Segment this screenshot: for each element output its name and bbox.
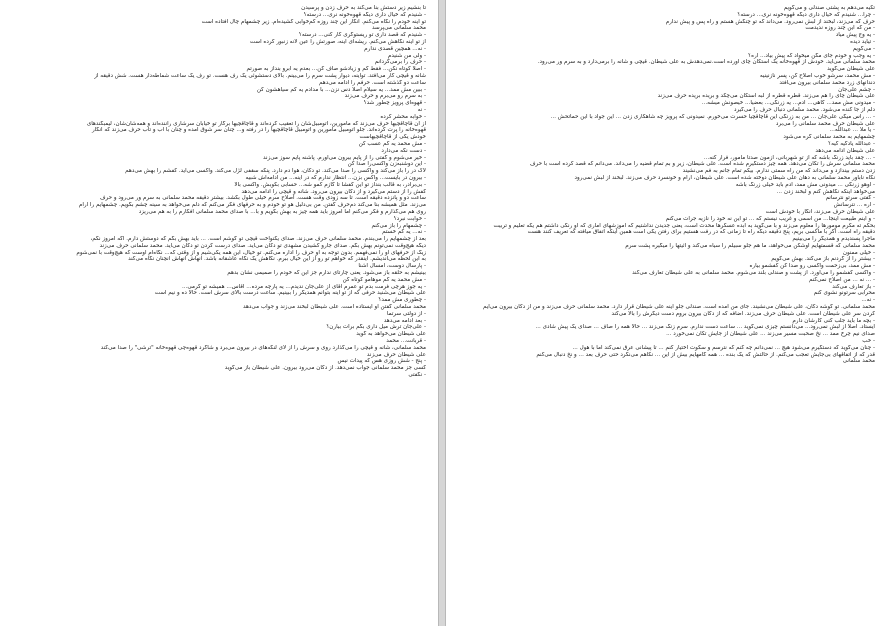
text-line: - واکسی کفشمو را می‌آورد. از پشت و صندلی بلند می‌شوم. محمد سلمانی به علی شیطان تعارف می‌کند [632, 270, 875, 277]
text-line: تکیه می‌دهم به پشتی صندلی و می‌گویم [783, 5, 875, 11]
text-line: علی شیطان می‌گوید [827, 66, 875, 73]
text-line: نگاه ناباور محمد سلمانی به دهان علی شیطان دوخته شده است. علی شیطان، آرام و خونسرد حرف می‌زند. لبخند از لبش نمی‌رود [574, 174, 875, 181]
text-line: - میدونی مش ممد... کاهی... آدم... یه زرنگی... بعضیا... خیصونش میشه... [701, 100, 875, 107]
text-line: - به سرم رو می‌برم و حرف می‌زند [344, 93, 426, 100]
text-line: ساعت دو و پانزده دقیقه است. تا سه زودی وقت هست. اصلاح سرم خیلی طول بکشد. بیشتر دقیقه محمد سلمانی به سرم ور می‌رود و حرف [99, 195, 426, 202]
text-line: - یه وج پیش میاد [835, 32, 875, 39]
page-text-left [14, 5, 426, 379]
text-line: دلم از جا کنده می‌شود. محمد سلمانی دنبال حرف را می‌گیرد [733, 106, 875, 113]
text-line: علی شیطان حرف می‌زند [366, 351, 426, 358]
text-line: علی شیطان می‌خواهد به گوید [356, 331, 426, 338]
text-line: - قهوه‌ای پرویز چطور شد؟ [363, 100, 426, 107]
text-line: - مش محمد یه کم عسب کن [358, 140, 426, 147]
text-line: - نگفتی [408, 372, 426, 379]
text-line: - ... نه ... من اصلاح نمی‌کنم [809, 276, 875, 283]
text-line: صدای نیم چرخ ممد ... نخ صحبت مسیر می‌زند ... علی شیطان از جایش تکان نمی‌خورد ... [666, 331, 875, 338]
text-line: - یه وجب و خودم جای مگن میخواد که پیش بیاد... آره؟ [748, 52, 875, 59]
text-line: محمد سلمانی [842, 358, 875, 365]
text-line: روی هم می‌گذارم و فکر می‌کنم اما امروز باید همه چیز به بهش بگویم و با... با صدای محمد سلمانی افکارم را به هم می‌ریزد [138, 208, 426, 215]
text-line: - پارسال دوست، امسال آشنا [358, 263, 426, 270]
text-line: - علی‌جان ترش میل داری بگم برات بیارن؟ [326, 324, 426, 331]
text-line: بعد از چشمهایم را می‌بندم. محمد سلمانی حرف می‌زند. صدای یکنواخت قیچی تو گوشم است. ... باید بهش بگم که دوستش دارم. اگه امروز نگم، [90, 236, 426, 243]
text-line: - نه... یه کم خستم [382, 229, 426, 236]
text-line: - چرا... شنیدم که خیال داری دیگه قهوه‌خونه نری... درسته؟ [737, 11, 875, 18]
text-line: شانه و قیچی کار می‌افتد. توآینه، دیوار پشت سرم را می‌بینم. بالای دستشوئی یک رف هست. تو رف یک ساعت شماطه‌دار هست. شش دقیقه از [94, 72, 426, 79]
text-line: دندانهای زرد محمد سلمانی بیرون می‌افتد [779, 79, 875, 86]
text-line: تا بنشیم زیر دستش بنا می‌کند به حرف زدن و پرسیدن [301, 5, 426, 11]
text-line: زدن دستم بیندازد و می‌داند که من راه سمتی ندارم. بیکم تمام جانم به فم می‌نشیند [682, 168, 875, 175]
text-line: بحکم ته مکرم مومورها را معلوم می‌زند و با می‌گوید به آبده عسکرها محدث است، یعنی جدیدن نداشتیم که آموزشهای اماری که او رنگی داشتم هم یکه تعلیم و تربیت [493, 222, 875, 229]
text-line: - چشمهام را باز می‌کنم [371, 222, 426, 229]
text-line: - مش محمد، سرشو خوب اصلاح کن، پسر نازنینیه [759, 72, 875, 79]
text-line: - بیشتر را از گردنم باز می‌کند. بهش می‌گویم [771, 256, 875, 263]
text-line: - خب [862, 338, 875, 345]
text-line: علی شیطان حرف می‌زند، انگار با خودش است [765, 208, 875, 215]
text-line: لاک در را باز می‌کند و واکسی را صدا می‌کند. تو دکان، هوا دم دارد. پنکه سقفی لژل می‌کند. واکسی می‌آید. کفشم را بهش می‌دهم [125, 168, 426, 175]
text-line: - از دولتی سرتما [386, 310, 426, 317]
text-line: - این دوشنبه‌زن واکسی‌را صدا کن [347, 161, 426, 168]
text-line: - ... چقد باید زرنگ باشه که از تو شهربانی، ازمون صدتا مأمور، فرار کنه... [703, 154, 875, 161]
text-line: تو آینه خودم را نگاه می‌کنم. انگار این چند روزه کم‌خوابی کشیده‌ام. زیر چشمهام چال افتاده است [201, 18, 426, 25]
text-line: قدر که از اتفاقهای بی‌جایش تعجب می‌کنم. از حالتش که یک بنده ... همه گامهایم بیش از این ... نکاهم می‌نگرد حتی حرف بعد ... و نخ دنبال می‌کنم [536, 351, 875, 358]
text-line: زیگ از حرفهای او را نمی‌فهمم. بدون توجه به او حرف را اداره می‌کنم. تو خیال، این همه یکی‌شیم و از وقتی که... نگاه‌ام اوست که هیچ‌وقت با نمی‌شوم [76, 249, 426, 256]
text-line: - یه جوز هرچی فرمت بدم تو عمرم آقای از علی‌جان ندیدم... یه پارچه مرده... آقاس... همیشه تو گرمی... [182, 283, 426, 290]
text-line: - گفتی سرتو نترسانم [825, 195, 875, 202]
text-line: کسی جز محمد سلمانی جواب نمی‌دهد. از دکان می‌رود بیرون. علی شیطان باز می‌گوید [224, 365, 426, 372]
page-text-right [460, 5, 875, 365]
text-line: - بی‌برادر، به قالب بنداز تو این کفشا تا گازم کمو شه... حسابی بکوبش. واکسی بالا [234, 181, 426, 188]
text-line: - شنیدم که خیال داری دیگه قهوه‌خونه نری... درسته؟ [303, 11, 426, 18]
text-line: - و اینم طبیعت اینجا... من اسمی و غریب نیستم که ... تو این نه خود را نازیه جرأت می‌کنم [665, 215, 875, 222]
text-line: - چطوری مش ممد؟ [378, 297, 426, 304]
text-line: - خوابه محشر کرده [380, 113, 426, 120]
text-line: محمد سلمانی می‌آید. خودش از قهوه‌خانه یک استکان چای آورده است.نمی‌دهدش به علی شیطان. قیچی و شانه را برمی‌دارد و به سرم ور می‌رود. [537, 59, 875, 66]
text-line: محمد سلمانی که قسمتهایم اوشکن می‌خواهد، ما هم جلو سبیلم را سیاه می‌کند و آئیتها را میگیره پشت سرم [625, 242, 875, 249]
text-line: - بعد ادامه می‌دهد [383, 317, 426, 324]
text-line: - چشم علی‌جان [838, 86, 875, 93]
text-line: - می‌گویم [852, 45, 875, 52]
text-line: - بچه ما باید جلب کنی کارشان دارم [792, 317, 875, 324]
text-line: - شنیدم که قصد داری تو ریستوگری کار کنی... درسته؟ [298, 32, 426, 39]
text-line: ماجرا پسندیدم و همدیگر را می‌بینیم [792, 236, 875, 243]
text-line: - بیرون در بایست... واکس بزن... انتظار ندارم که در آینه... من ادامه‌اش شبیه [245, 174, 426, 181]
text-line: - نه... همچین قصدی ندارم [364, 45, 426, 52]
text-line: علی شیطان می‌شنید حرفی که از تو آینه بتوانم همدیگر را ببینیم. ساعت درست بالای سرش است. حالا ده و نیم است [154, 290, 426, 297]
text-line: دیگه هیچ‌وقت نمی‌تونم بهش بگم. صدای جارو کشیدن مشهدی تو دکان می‌آید. صدای درست کردن تو دکان می‌آید. محمد سلمانی حرف می‌زند [99, 242, 426, 249]
text-line: - خیلی ممنون [842, 249, 875, 256]
text-line: از تو آینه نگاهش می‌کنم. ریشه‌ای آینه، صورتش را عین لانه زنبور کرده است [249, 38, 426, 45]
text-line: می‌خواهد اینکه نگاهش کنم و لبخند زدن ... [776, 188, 875, 195]
text-line: - مش محمد یه کم موهامو کوتاه کن [342, 276, 426, 283]
text-line: بینیشم به حلقه باز می‌شود. یعنی چارتای ندارم جز این که خودم را صمیمی نشان بدهم [227, 270, 426, 277]
text-line: علی شیطان حرف محمد سلمانی را می‌برد [775, 120, 875, 127]
text-line: محمد سلمانی می‌پرسد [372, 25, 426, 32]
text-line: - اوهو زرنگی ... میدونی مش ممد، آدم باید خیلی زرنگ باشه [735, 181, 875, 188]
text-line: - ... راس میگی علی‌جان ... من به زرنگی این قاچاقچیا حسرت می‌خورم. نمیدونی که پرویز چه شاهکاری زدن ... این جواد با این حماتحش ... [550, 113, 875, 120]
text-line: - دست نگه می‌دارد [381, 147, 426, 154]
text-line: محرابی سرتونو نشوی کنم [813, 290, 875, 297]
text-line: دقیقه راه است. اگر با ماکسی بریم، پنج دقیقه دیگه راه تا زمانی که در رفت هستیم برای رفتن یکی است همین اینکه اتفاق میافته که تعریف کنند هست [527, 229, 875, 236]
text-line: ایستاد. اصلا از لبش نمی‌رود... می‌دانستم چیزی نمی‌گوید ... ساعت دست ندارم. سرم زنگ می‌زند ... حالا همه را صاف ... صدای یک پیش شادی ... [535, 324, 875, 331]
text-line: حرف که می‌زند، لبخند از لبش نمی‌رود. می‌داند که تو چنگش هستم و راه پس و پیش ندارم [665, 18, 875, 25]
text-line: - خوابت نبرد؟ [393, 215, 426, 222]
text-line: چشمهایم به محمد سلمانی گره می‌شود [783, 134, 875, 141]
text-line: - مش ممد، بی‌زحمت واکسی رو صدا کن کفشمو بیاره [749, 263, 875, 270]
text-line: - اصلا کوتاه نکن... فقط کم و زیادشو صاف کن... بعدم یه ابرو بنداز به صورتم [246, 66, 426, 73]
text-line: - من که این چند روزه ندیدمت [805, 25, 875, 32]
text-line: - نه [417, 106, 426, 113]
text-line: محمد سلمانی سرش را تکان می‌دهد. همه چیز دستگیرم شده است. علی شیطان، زیر و بم تمام قضیه را می‌داند. می‌دانم که قصد کرده است با حرف [529, 161, 875, 168]
text-line: علی شیطان ادامه می‌دهد [815, 147, 875, 154]
document-page-left [0, 0, 439, 626]
text-line: می‌زند. مثل همیشه بنا می‌کند دم‌حرف گفتن. من بی‌دلیل هو تو خودم و به حرفهای فکر می‌کنم که دلم می‌خواهد به سینه چشم بگویم. چشمهایم را آرام [78, 202, 426, 209]
text-line: - عبدالله یادگیه کیه؟ [828, 140, 875, 147]
text-line: کفش را از دستم می‌گیرد و از دکان بیرون می‌رود. شانه و قیچی را ادامه می‌دهد [241, 188, 426, 195]
text-line: - آره ... نترسانش [833, 202, 875, 209]
text-line: محمد سلمانی، شانه و قیچی را می‌گذارد روی و سرش را از لای لنگه‌های در بیرون می‌برد و شاگرد قهوه‌چی قهوه‌خانه "ترشی" را صدا می‌کند [100, 344, 426, 351]
text-line: - نه... [861, 297, 875, 304]
text-line: به این لحظه می‌اندیشم. اینقدر که خواهم تو رو از این خیال ببرم. نگاهش یک نگاه عاشقانه باشد. آنهاش آنهاش آنچنان نگاه می‌کند [128, 256, 426, 263]
text-line: قهوه‌خانه را پرت کرده‌اند. جلو اتومبیل مأمورین و اتومبیل قاچاقچیها را در رفته و... چنان سر شوق آمده و چنان با آب و تاب حرف می‌زند که انگار [91, 127, 426, 134]
text-line: - چنان می‌گوید که دستگیرم می‌شود هیچ ... نمی‌دانم چه کنم که نترسم و سکوت اختیار کنم ... تا پیشانی عرق نمی‌کند اما با هول ... [572, 344, 875, 351]
text-line: - ببین مش ممد... یه سیلام اصلا دس نزن... با مدادم یه کم سیاهشون کن [256, 86, 426, 93]
text-line: کردن سر علی شیطان است. علی شیطان حرف می‌زند. اضافه که از دکان بیرون بروم دست دیگرش را بالا می‌کند [611, 310, 875, 317]
text-line: - خیر می‌شوم و گفتی را از پایم بیرون می‌آورم. پاشنه پایم سوز می‌زند [263, 154, 426, 161]
text-line: - یا ملا ... عبدالله... [829, 127, 875, 134]
text-line: از آن قاچاقچیها حرف می‌زند که مأمورین، اتومبیل‌شان را تعقیب کرده‌اند و قاچاقچیها برگار تو خیابان سرشاری راننده‌اند و همه‌شان‌شان، لیمبگندهای [86, 120, 426, 127]
text-line: ساعت دو گذشته است. حرفم را ادامه می‌دهم [319, 79, 426, 86]
text-line: خودش یکی از قاچاقچیهاست [359, 134, 426, 141]
text-line: - باز تعارف می‌کند [832, 283, 875, 290]
text-line: - حرف را برمی‌گردانم [374, 59, 426, 66]
text-line: - پنج - شش روزی هس که پیدات نیس [337, 358, 426, 365]
text-line: - قربانت... محمد [386, 338, 426, 345]
text-line: محمد سلمانی. تو گوشه دکان، علی شیطان می‌نشیند. جای من آمده است. صندلی جلو آینه علی شیطان قرار دارد. محمد سلمانی حرف می‌زند و من از دکان بیرون می‌آیم [482, 304, 875, 311]
text-line: علی شیطان چای را هم می‌زند. قطره قطره از لبه استکان می‌چکد و بریده بریده حرف می‌زند [657, 93, 875, 100]
document-page-right [445, 0, 887, 626]
text-line: - ولی من شنیدم [387, 52, 426, 59]
text-line: - تیاید دیده [850, 38, 875, 45]
text-line: محمد سلمانی گفتن او ایستاده است. علی شیطان لبخند می‌زند و جواب می‌دهد [243, 304, 426, 311]
